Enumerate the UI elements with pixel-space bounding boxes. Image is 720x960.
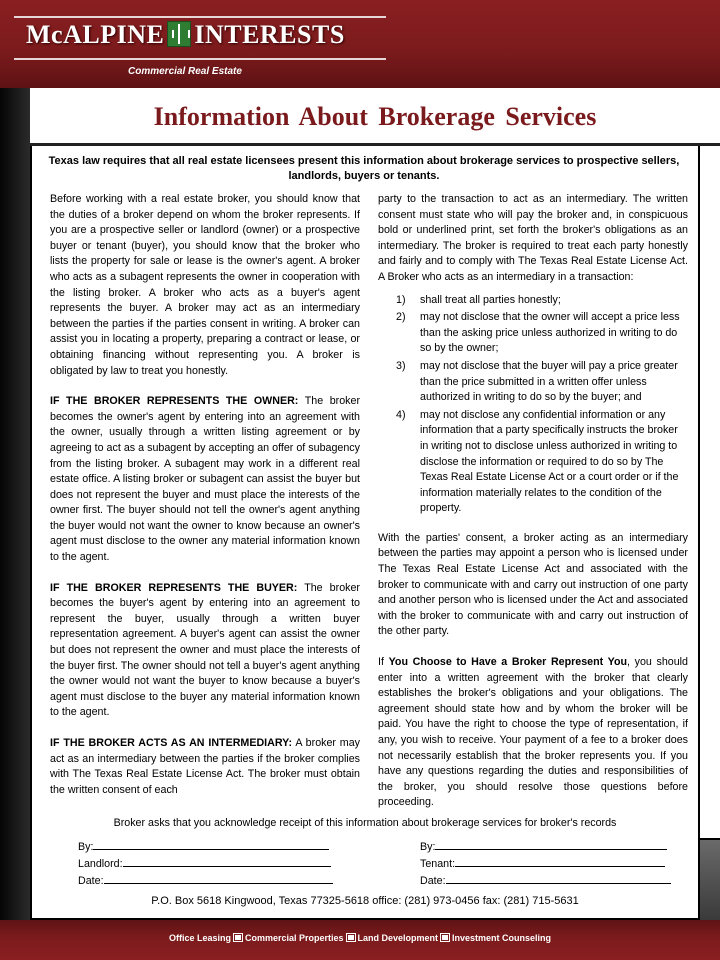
signature-line-date[interactable] (446, 872, 671, 884)
representation-lead: If (378, 656, 389, 669)
paragraph-intermediary-continued: party to the transaction to act as an intermediary. The written consent must state who will pay the broker and, in conspicuous bold or underlined print, set forth the broker's obligations as an intermediary. The broker is required to treat each party honestly and fairly and to comply with The Texas Real Estate License Act. A Broker who acts as an intermediary in a transaction: (378, 193, 688, 283)
list-item (378, 359, 688, 406)
separator-icon (346, 933, 356, 942)
signature-line-tenant[interactable] (455, 855, 665, 867)
signature-block-tenant (420, 838, 671, 889)
header-rule-top (14, 16, 386, 18)
list-item (378, 408, 688, 517)
signature-block-landlord (78, 838, 333, 889)
footer-item-investment-counseling: Investment Counseling (452, 933, 552, 943)
logo-left-text: McALPINE (26, 20, 165, 49)
paragraph-appointment: With the parties' consent, a broker acting as an intermediary between the parties may appoint a person who is licensed under The Texas Real Estate License Act and associated with the broker to communicate with and carry out instruction of one party and another person who is licensed under the Act and associated with the broker to communicate with and carry out instruction of the other party. (378, 531, 688, 638)
sig-tenant-label: Tenant: (420, 858, 456, 870)
owner-heading: IF THE BROKER REPRESENTS THE OWNER: (50, 395, 299, 408)
footer-item-land-development: Land Development (357, 933, 439, 943)
list-item (378, 293, 688, 309)
list-text: may not disclose any confidential information or any information that a party specifically instructs the broker in writing not to disclose unless authorized in writing to disclose the information or required to do so by The Texas Real Estate License Act or a court order or if the information materially relates to the condition of the property. (420, 408, 679, 515)
company-logo (26, 20, 345, 50)
separator-icon (440, 933, 450, 942)
list-text: shall treat all parties honestly; (420, 293, 561, 306)
paragraph-buyer (50, 581, 360, 721)
list-number: 3) (396, 359, 406, 372)
left-column (50, 192, 360, 813)
footer-item-office-leasing: Office Leasing (168, 933, 231, 943)
tagline: Commercial Real Estate (128, 66, 242, 77)
sig-date-label: Date: (420, 875, 446, 887)
owner-text: The broker becomes the owner's agent by entering into an agreement with the owner, usually through a written listing agreement or by agreeing to act as a subagent by accepting an offer of subagency from the listing broker. A subagent may work in a different real estate office. A listing broker or subagent can assist the buyer but does not represent the buyer and must place the interests of the owner first. The buyer should not tell the owner's agent anything the buyer would not want the owner to know because an owner's agent must disclose to the owner any material information known to the agent. (50, 395, 360, 564)
left-decorative-strip (0, 88, 30, 928)
list-number: 2) (396, 311, 406, 324)
signature-line-by[interactable] (435, 838, 667, 850)
footer-services (0, 933, 720, 943)
buyer-text: The broker becomes the buyer's agent by entering into an agreement to represent the buyer, usually through a written buyer representation agreement. A buyer's agent can assist the owner but does not represent the owner and must place the interests of the buyer first. The owner should not tell a buyer's agent anything the owner would not want the buyer to know because a buyer's agent must disclose to the buyer any material information known to the agent. (50, 581, 360, 719)
intermediary-text: A broker may act as an intermediary between the parties if the broker complies with The Texas Real Estate License Act. The broker must obtain the written consent of each (50, 737, 361, 796)
signature-line-by[interactable] (93, 838, 329, 850)
right-column (378, 192, 688, 826)
sig-landlord-label: Landlord: (78, 858, 123, 870)
list-number: 1) (396, 293, 406, 306)
header-rule-bottom (14, 58, 386, 60)
sig-by-label: By: (78, 841, 94, 853)
signature-line-date[interactable] (104, 872, 333, 884)
representation-heading: You Choose to Have a Broker Represent You (388, 656, 628, 669)
buyer-heading: IF THE BROKER REPRESENTS THE BUYER: (50, 581, 298, 594)
paragraph-representation (378, 655, 688, 811)
list-item (378, 310, 688, 357)
logo-emblem-icon (167, 21, 191, 47)
paragraph-intermediary (50, 736, 360, 798)
representation-text: , you should enter into a written agreement with the broker that clearly establishes the broker's obligations and your obligations. The agreement should state how and by whom the broker will be paid. You have the right to choose the type of representation, if any, you wish to receive. Your payment of a fee to a broker does not necessarily establish that the broker represents you. If you have any questions regarding the duties and responsibilities of the broker, you should resolve those questions before proceeding. (378, 656, 688, 809)
logo-right-text: INTERESTS (194, 20, 345, 49)
list-number: 4) (396, 408, 406, 421)
acknowledgement-text: Broker asks that you acknowledge receipt of this information about brokerage services for broker's records (113, 817, 617, 829)
list-text: may not disclose that the buyer will pay a price greater than the price submitted in a written offer unless authorized in writing to do so by the buyer; and (420, 359, 678, 404)
intermediary-heading: IF THE BROKER ACTS AS AN INTERMEDIARY: (50, 737, 293, 749)
paragraph-intro: Before working with a real estate broker, you should know that the duties of a broker depend on whom the broker represents. If you are a prospective seller or landlord (owner) or a prospective buyer or tenant (buyer), you should know that the broker who lists the property for sale or lease is the owner's agent. A broker who acts as a subagent represents the owner in cooperation with the listing broker. A broker who acts as a buyer's agent represents the buyer. A broker may act as an intermediary between the parties if the parties consent in writing. A broker can assist you in locating a property, preparing a contract or lease, or obtaining financing without representing you. A broker is obligated by law to treat you honestly. (50, 193, 360, 377)
intro-text: Texas law requires that all real estate licensees present this information about brokerage services to prospective sellers, landlords, buyers or tenants. (48, 155, 680, 182)
separator-icon (233, 933, 243, 942)
page-title: Information About Brokerage Services (153, 102, 597, 131)
signature-line-landlord[interactable] (123, 855, 331, 867)
sig-by-label: By: (420, 841, 436, 853)
right-strip-bottom (700, 840, 720, 920)
right-strip-top (700, 88, 720, 838)
intermediary-duties-list (378, 293, 688, 517)
sig-date-label: Date: (78, 875, 104, 887)
list-text: may not disclose that the owner will accept a price less than the asking price unless authorized in writing to do so by the owner; (420, 311, 680, 355)
footer-item-commercial-properties: Commercial Properties (244, 933, 344, 943)
paragraph-owner (50, 394, 360, 566)
contact-info: P.O. Box 5618 Kingwood, Texas 77325-5618 office: (281) 973-0456 fax: (281) 715-5631 (151, 895, 579, 907)
